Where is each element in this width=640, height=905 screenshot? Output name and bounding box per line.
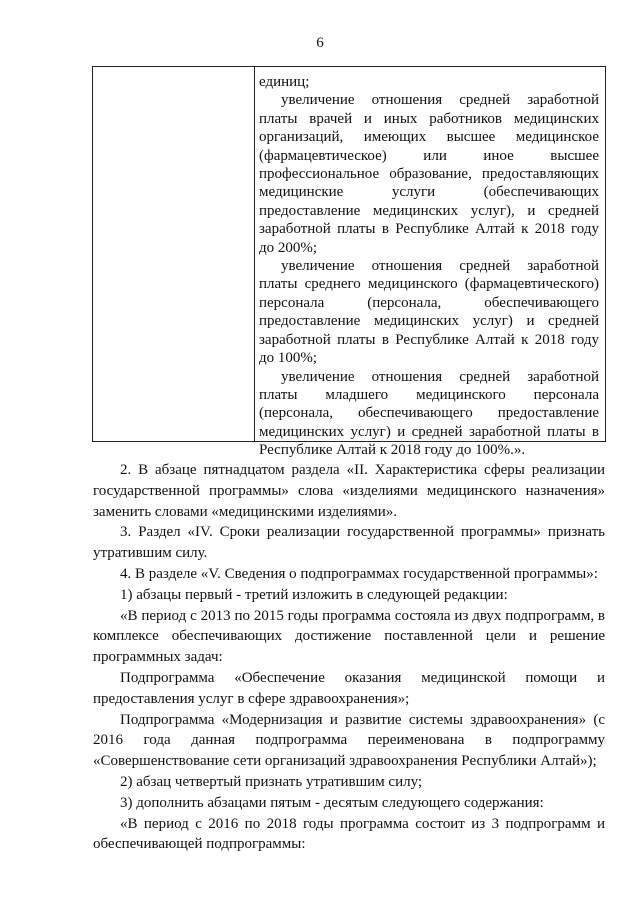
body-paragraph: 2. В абзаце пятнадцатом раздела «II. Характеристика сферы реализации государственной программы» слова «изделиями медицинского назначения» заменить словами «медицинскими изделиями».: [93, 462, 605, 520]
cell-paragraph: единиц;: [259, 74, 310, 90]
document-body: [93, 460, 605, 855]
body-paragraph: 3. Раздел «IV. Сроки реализации государственной программы» признать утратившим силу.: [93, 524, 605, 562]
cell-paragraph: увеличение отношения средней заработной платы среднего медицинского (фармацевтического) персонала (персонала, обеспечивающего предоставление медицинских услуг) и средней заработной платы в Республике Алтай к 2018 году до 100%;: [259, 258, 599, 367]
body-paragraph: 4. В разделе «V. Сведения о подпрограммах государственной программы»:: [120, 565, 598, 582]
content-table: [92, 66, 606, 459]
body-paragraph: 2) абзац четвертый признать утратившим силу;: [120, 773, 423, 790]
table-cell-text: [259, 73, 599, 460]
body-paragraph: Подпрограмма «Обеспечение оказания медицинской помощи и предоставления услуг в сфере здравоохранения»;: [93, 669, 605, 707]
page-number: 6: [316, 35, 324, 51]
column-divider: [254, 67, 255, 441]
cell-paragraph: увеличение отношения средней заработной платы врачей и иных работников медицинских организаций, имеющих высшее медицинское (фармацевтическое) или иное высшее профессиональное образование, предоставляющих медицинские услуги (обеспечивающих предоставление медицинских услуг), и средней заработной платы в Республике Алтай к 2018 году до 200%;: [259, 92, 599, 256]
body-paragraph: 1) абзацы первый - третий изложить в следующей редакции:: [120, 586, 508, 603]
body-paragraph: «В период с 2013 по 2015 годы программа состояла из двух подпрограмм, в комплексе обеспечивающих достижение поставленной цели и решение программных задач:: [93, 607, 605, 666]
body-paragraph: 3) дополнить абзацами пятым - десятым следующего содержания:: [120, 794, 544, 811]
body-paragraph: «В период с 2016 по 2018 годы программа состоит из 3 подпрограмм и обеспечивающей подпрограммы:: [93, 815, 605, 853]
body-paragraph: Подпрограмма «Модернизация и развитие системы здравоохранения» (с 2016 года данная подпрограмма переименована в подпрограмму «Совершенствование сети организаций здравоохранения Республики Алтай»);: [93, 711, 605, 770]
cell-paragraph: увеличение отношения средней заработной платы младшего медицинского персонала (персонала, обеспечивающего предоставление медицинских услуг) и средней заработной платы в Республике Алтай к 2018 году до 100%.».: [259, 368, 599, 459]
